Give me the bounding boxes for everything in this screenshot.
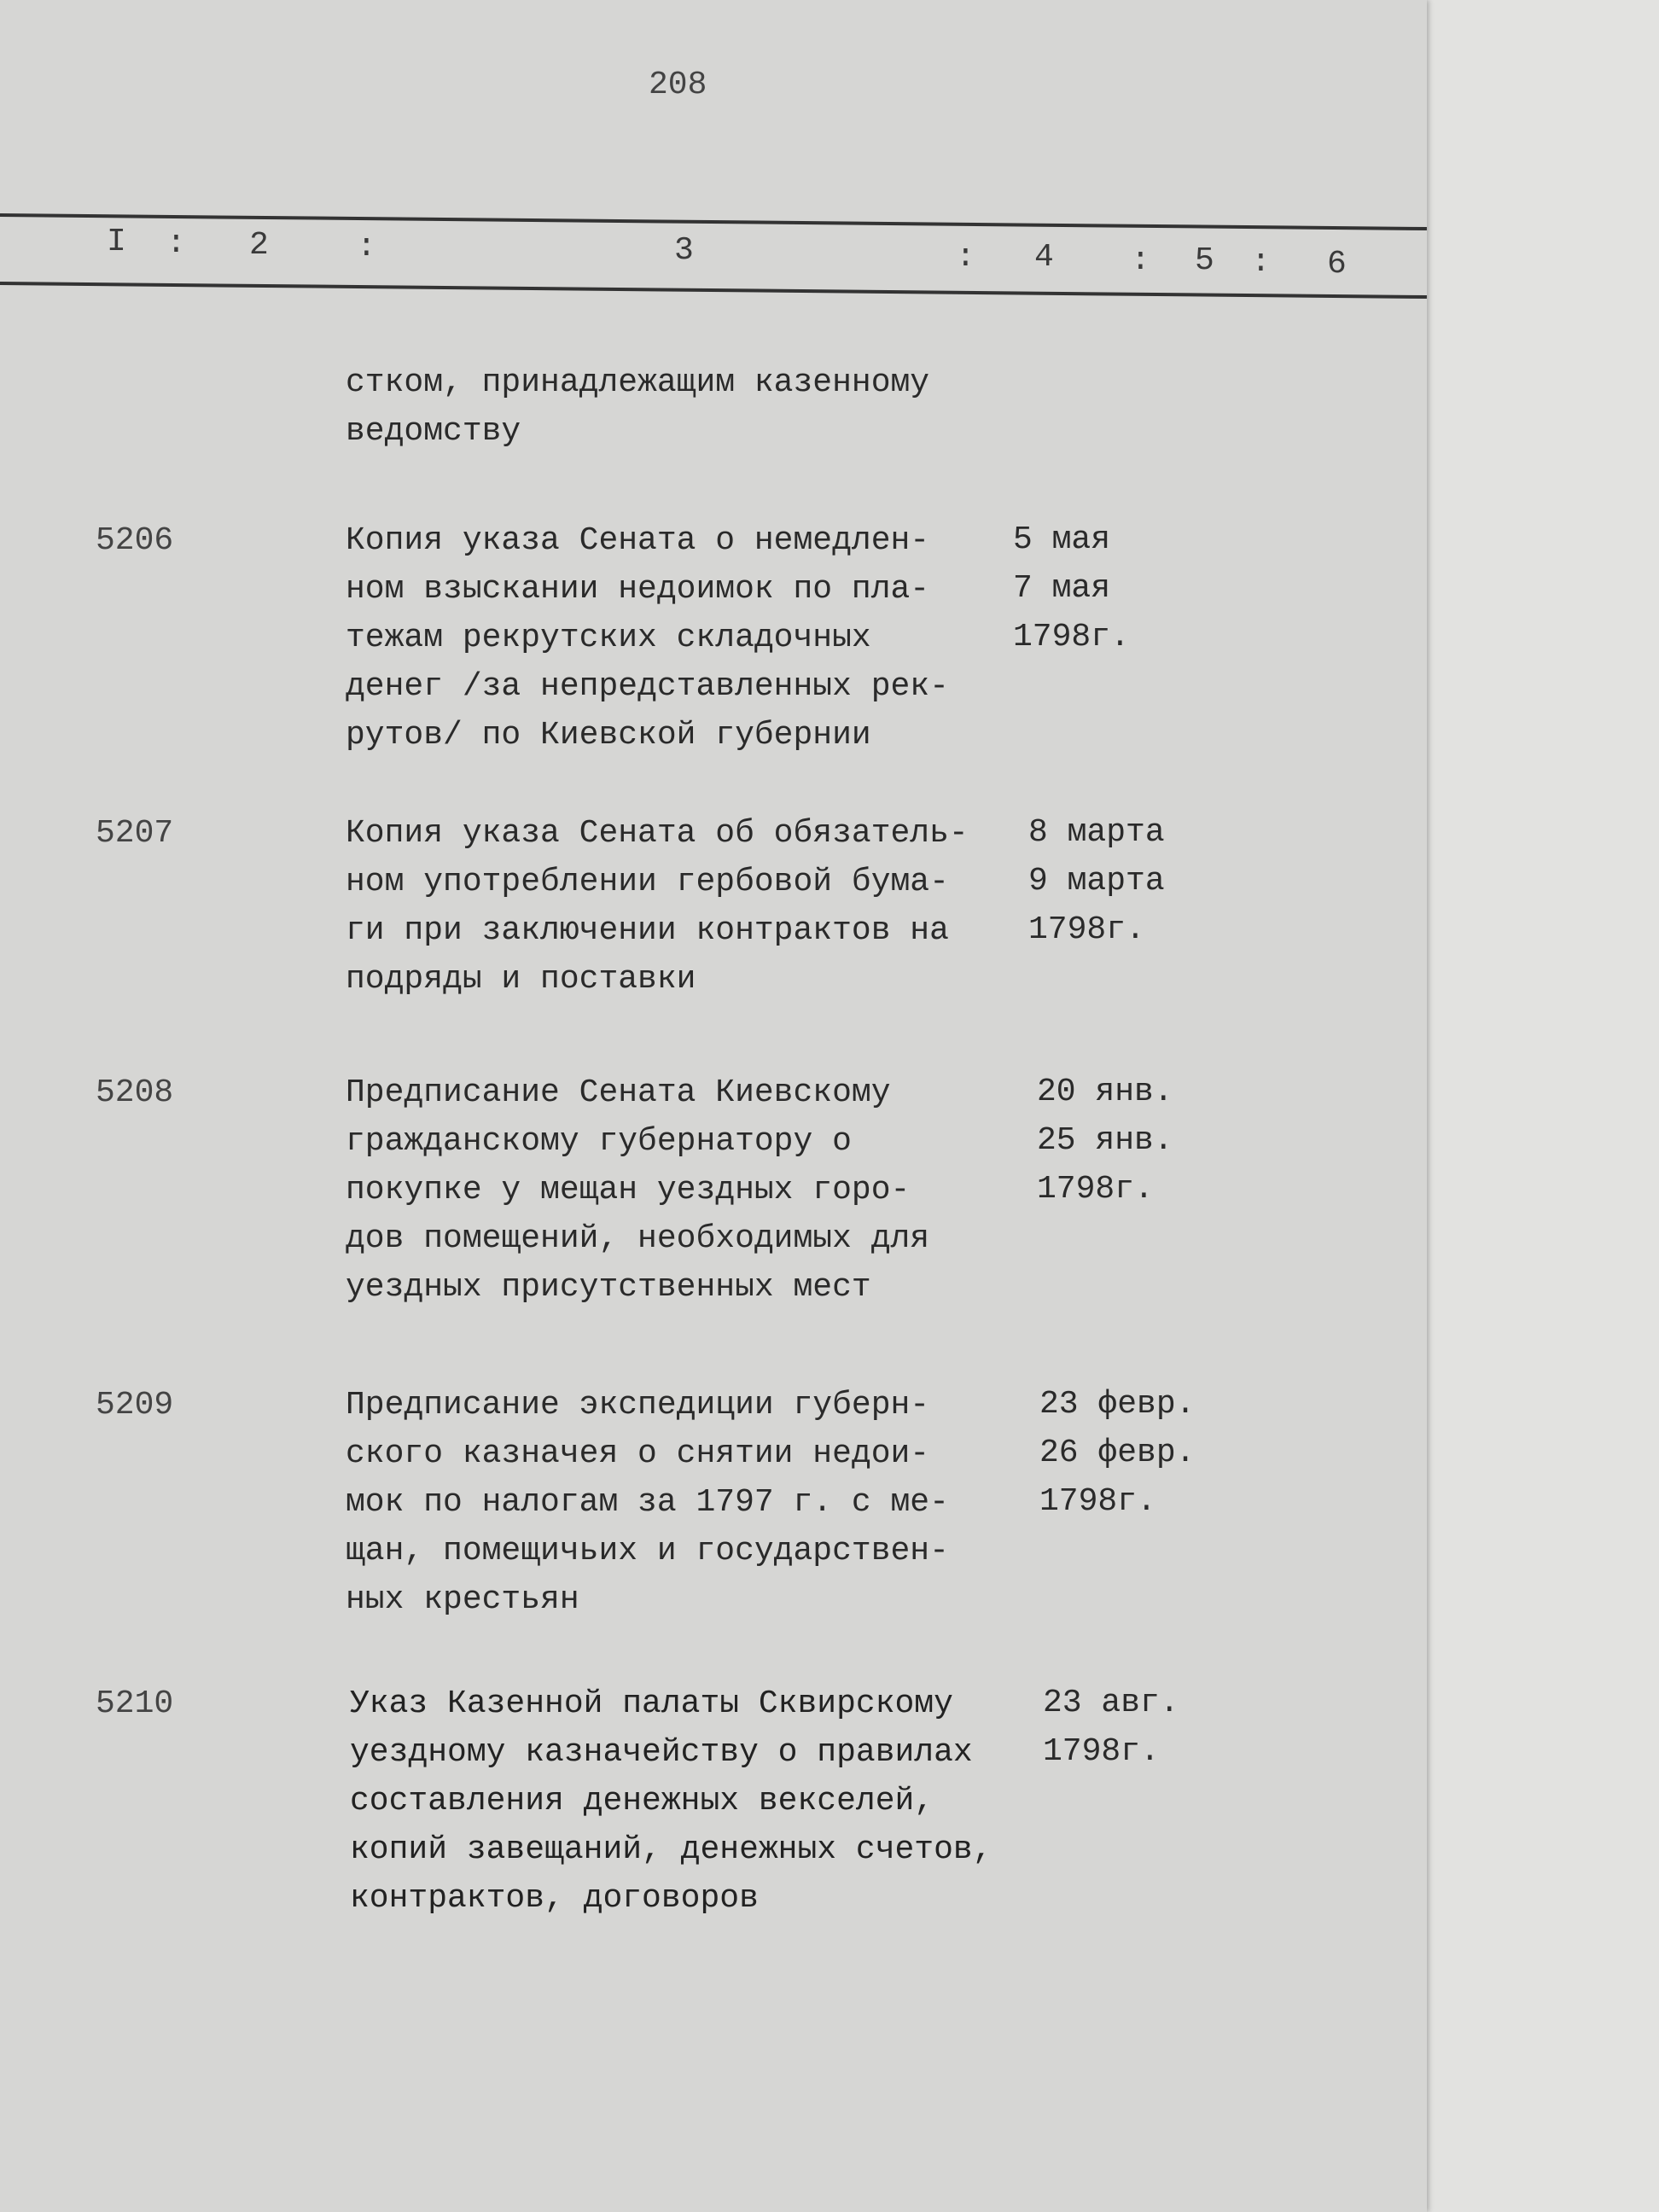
description — [346, 358, 929, 456]
description-line: уездному казначейству о правилах — [350, 1734, 973, 1771]
date-line: 23 авг. — [1043, 1685, 1179, 1721]
column-header-2: 2 — [249, 227, 269, 264]
date-line: 26 февр. — [1039, 1435, 1196, 1471]
description-line: ном взыскании недоимок по пла- — [346, 571, 930, 608]
date-line: 1798г. — [1028, 911, 1145, 948]
description-line: копий завещаний, денежных счетов, — [350, 1831, 992, 1868]
entry-number: 5208 — [96, 1074, 174, 1111]
description-line: тежам рекрутских складочных — [346, 620, 871, 656]
description-line: Указ Казенной палаты Сквирскому — [350, 1685, 953, 1722]
description-line: мок по налогам за 1797 г. с ме- — [346, 1484, 949, 1521]
description-line: подряды и поставки — [346, 961, 696, 998]
underlying-page — [1427, 0, 1659, 2212]
date-line: 20 янв. — [1037, 1074, 1173, 1110]
description-line: покупке у мещан уездных горо- — [346, 1172, 911, 1208]
date-line: 25 янв. — [1037, 1122, 1173, 1159]
column-separator: : — [357, 229, 376, 265]
date-line: 9 марта — [1028, 863, 1165, 899]
date-line: 8 марта — [1028, 814, 1165, 851]
column-header-5: 5 — [1195, 242, 1214, 279]
dates — [1043, 1679, 1179, 1777]
description — [346, 516, 949, 760]
description-line: Предписание экспедиции губерн- — [346, 1387, 930, 1423]
column-separator: : — [166, 225, 186, 262]
column-separator: : — [956, 239, 975, 276]
description-line: Копия указа Сената об обязатель- — [346, 815, 969, 852]
date-line: 1798г. — [1039, 1483, 1156, 1520]
description — [346, 1381, 949, 1624]
entry-number: 5210 — [96, 1685, 174, 1722]
entry-number: 5207 — [96, 815, 174, 852]
entry-number: 5209 — [96, 1387, 174, 1423]
column-header-3: 3 — [674, 232, 694, 269]
description-line: ского казначея о снятии недои- — [346, 1435, 930, 1472]
description-line: стком, принадлежащим казенному — [346, 364, 930, 401]
date-line: 1798г. — [1037, 1171, 1154, 1208]
description-line: контрактов, договоров — [350, 1880, 759, 1917]
description-line: ведомству — [346, 413, 521, 450]
page-number: 208 — [649, 67, 707, 103]
description-line: Предписание Сената Киевскому — [346, 1074, 891, 1111]
entry-number: 5206 — [96, 522, 174, 559]
description-line: Копия указа Сената о немедлен- — [346, 522, 930, 559]
description-line: ги при заключении контрактов на — [346, 912, 949, 949]
date-line: 1798г. — [1013, 619, 1130, 655]
date-line: 7 мая — [1013, 570, 1111, 607]
table-header-top-rule — [0, 213, 1427, 230]
description-line: ном употреблении гербовой бума- — [346, 864, 949, 900]
description — [350, 1679, 992, 1923]
description-line: составления денежных векселей, — [350, 1783, 934, 1819]
column-header-1: I — [107, 224, 126, 260]
description-line: щан, помещичьих и государствен- — [346, 1533, 949, 1569]
date-line: 23 февр. — [1039, 1386, 1196, 1423]
description-line: рутов/ по Киевской губернии — [346, 717, 871, 754]
description — [346, 809, 969, 1004]
description-line: денег /за непредставленных рек- — [346, 668, 949, 705]
description-line: уездных присутственных мест — [346, 1269, 871, 1306]
dates — [1028, 809, 1165, 955]
column-header-6: 6 — [1327, 246, 1347, 282]
dates — [1039, 1381, 1195, 1527]
column-header-4: 4 — [1034, 239, 1054, 276]
date-line: 1798г. — [1043, 1733, 1160, 1770]
table-header-bottom-rule — [0, 282, 1427, 299]
dates — [1037, 1068, 1173, 1214]
column-separator: : — [1251, 244, 1271, 281]
description-line: ных крестьян — [346, 1581, 579, 1618]
date-line: 5 мая — [1013, 521, 1111, 558]
description-line: дов помещений, необходимых для — [346, 1220, 930, 1257]
description-line: гражданскому губернатору о — [346, 1123, 852, 1160]
description — [346, 1068, 929, 1312]
dates — [1013, 516, 1130, 662]
column-separator: : — [1131, 242, 1150, 279]
